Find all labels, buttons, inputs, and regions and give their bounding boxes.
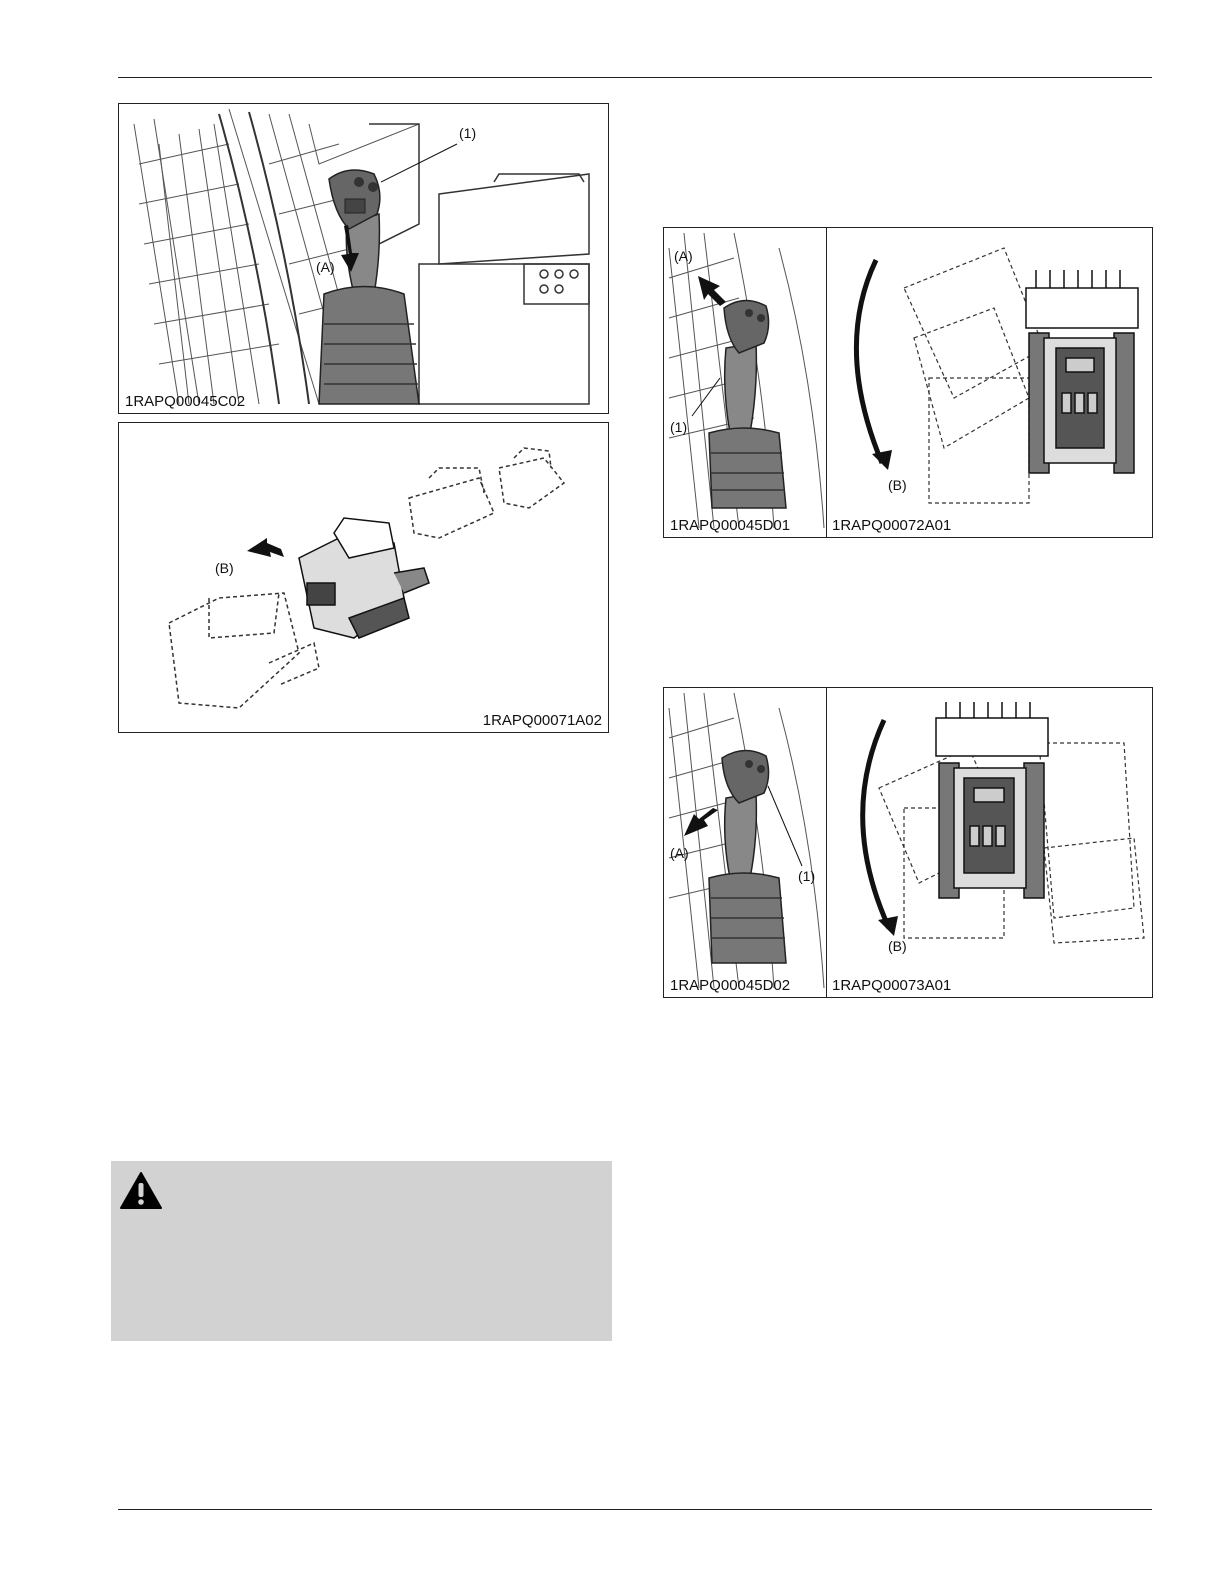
warning-triangle-icon	[119, 1171, 163, 1211]
figure-machine-reverse	[118, 422, 609, 733]
figure-code-right: 1RAPQ00072A01	[832, 517, 952, 534]
callout-1: (1)	[459, 125, 477, 141]
footer-rule	[118, 1509, 1152, 1510]
callout-b: (B)	[888, 938, 907, 954]
figure-joystick-turn-1	[663, 227, 1153, 538]
figure-code-right: 1RAPQ00073A01	[832, 977, 952, 994]
figure-code-left: 1RAPQ00045D01	[670, 517, 791, 534]
callout-b: (B)	[215, 560, 234, 576]
callout-a: (A)	[316, 259, 335, 275]
joystick-turn-2-illustration	[664, 688, 1152, 997]
callout-1: (1)	[798, 868, 816, 884]
callout-a: (A)	[674, 248, 693, 264]
callout-1: (1)	[670, 419, 688, 435]
joystick-turn-1-illustration	[664, 228, 1152, 537]
panel-divider	[826, 688, 827, 997]
header-rule	[118, 77, 1152, 78]
panel-divider	[826, 228, 827, 537]
figure-code: 1RAPQ00045C02	[125, 393, 246, 410]
figure-joystick-reverse	[118, 103, 609, 414]
machine-reverse-illustration	[119, 423, 608, 732]
callout-a: (A)	[670, 845, 689, 861]
callout-b: (B)	[888, 477, 907, 493]
warning-box	[111, 1161, 612, 1341]
figure-joystick-turn-2	[663, 687, 1153, 998]
figure-code-left: 1RAPQ00045D02	[670, 977, 791, 994]
joystick-reverse-illustration	[119, 104, 608, 413]
figure-code: 1RAPQ00071A02	[482, 712, 602, 729]
